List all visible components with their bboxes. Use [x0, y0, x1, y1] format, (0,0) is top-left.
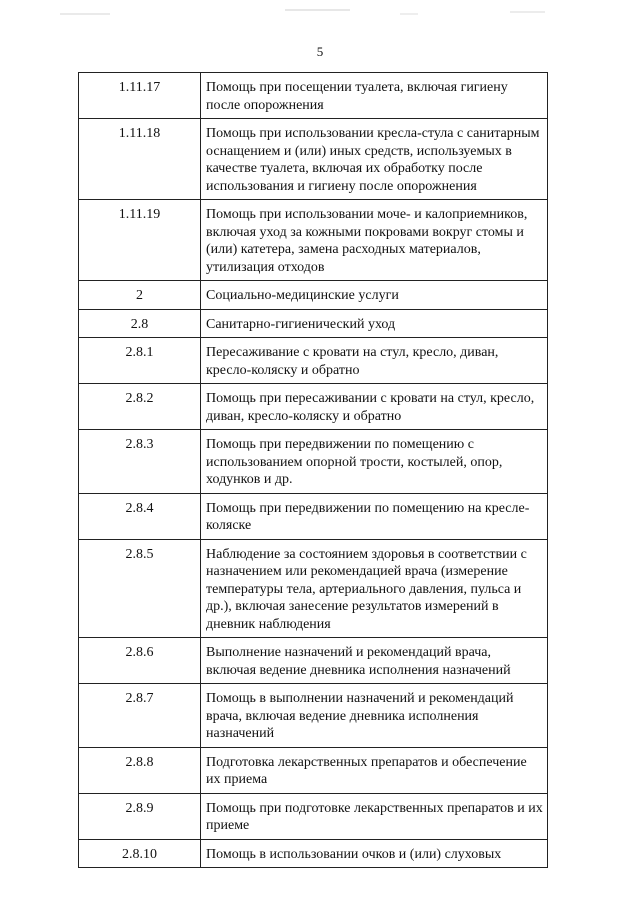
table-row	[79, 384, 548, 430]
service-description: Помощь при пересаживании с кровати на стул, кресло, диван, кресло-коляску и обратно	[201, 384, 548, 430]
service-description: Подготовка лекарственных препаратов и обеспечение их приема	[201, 747, 548, 793]
service-description: Пересаживание с кровати на стул, кресло, диван, кресло-коляску и обратно	[201, 338, 548, 384]
service-description: Помощь при посещении туалета, включая гигиену после опорожнения	[201, 73, 548, 119]
service-code: 2.8	[79, 309, 201, 338]
service-code: 2.8.4	[79, 493, 201, 539]
service-code: 2.8.3	[79, 430, 201, 494]
service-description: Помощь в выполнении назначений и рекомендаций врача, включая ведение дневника исполнения назначений	[201, 684, 548, 748]
service-code: 1.11.17	[79, 73, 201, 119]
service-code: 2.8.7	[79, 684, 201, 748]
service-code: 1.11.18	[79, 119, 201, 200]
table-row	[79, 747, 548, 793]
table-row	[79, 839, 548, 868]
page-number: 5	[316, 44, 324, 59]
service-description: Санитарно-гигиенический уход	[201, 309, 548, 338]
service-description: Помощь при подготовке лекарственных препаратов и их приеме	[201, 793, 548, 839]
service-code: 2.8.9	[79, 793, 201, 839]
service-code: 2.8.1	[79, 338, 201, 384]
service-description: Социально-медицинские услуги	[201, 281, 548, 310]
service-code: 1.11.19	[79, 200, 201, 281]
service-code: 2.8.5	[79, 539, 201, 638]
table-row	[79, 309, 548, 338]
service-description: Выполнение назначений и рекомендаций врача, включая ведение дневника исполнения назначений	[201, 638, 548, 684]
service-code: 2.8.6	[79, 638, 201, 684]
service-description: Помощь в использовании очков и (или) слуховых	[201, 839, 548, 868]
scan-header-marks	[0, 6, 640, 20]
table-row	[79, 338, 548, 384]
service-description: Наблюдение за состоянием здоровья в соответствии с назначением или рекомендацией врача (измерение температуры тела, артериального давления, пульса и др.), включая занесение результатов измерений в дневник наблюдения	[201, 539, 548, 638]
table-row	[79, 200, 548, 281]
table-row	[79, 638, 548, 684]
table-row	[79, 539, 548, 638]
table-row	[79, 430, 548, 494]
table-row	[79, 684, 548, 748]
table-row	[79, 119, 548, 200]
table-row	[79, 493, 548, 539]
service-description: Помощь при использовании моче- и калоприемников, включая уход за кожными покровами вокруг стомы и (или) катетера, замена расходных материалов, утилизация отходов	[201, 200, 548, 281]
service-code: 2.8.2	[79, 384, 201, 430]
service-code: 2	[79, 281, 201, 310]
service-description: Помощь при передвижении по помещению с использованием опорной трости, костылей, опор, ходунков и др.	[201, 430, 548, 494]
table-row	[79, 793, 548, 839]
table-row	[79, 281, 548, 310]
service-description: Помощь при использовании кресла-стула с санитарным оснащением и (или) иных средств, используемых в качестве туалета, включая их обработку после использования и гигиену после опорожнения	[201, 119, 548, 200]
service-code: 2.8.10	[79, 839, 201, 868]
service-code: 2.8.8	[79, 747, 201, 793]
services-table	[78, 72, 548, 868]
table-row	[79, 73, 548, 119]
service-description: Помощь при передвижении по помещению на кресле-коляске	[201, 493, 548, 539]
